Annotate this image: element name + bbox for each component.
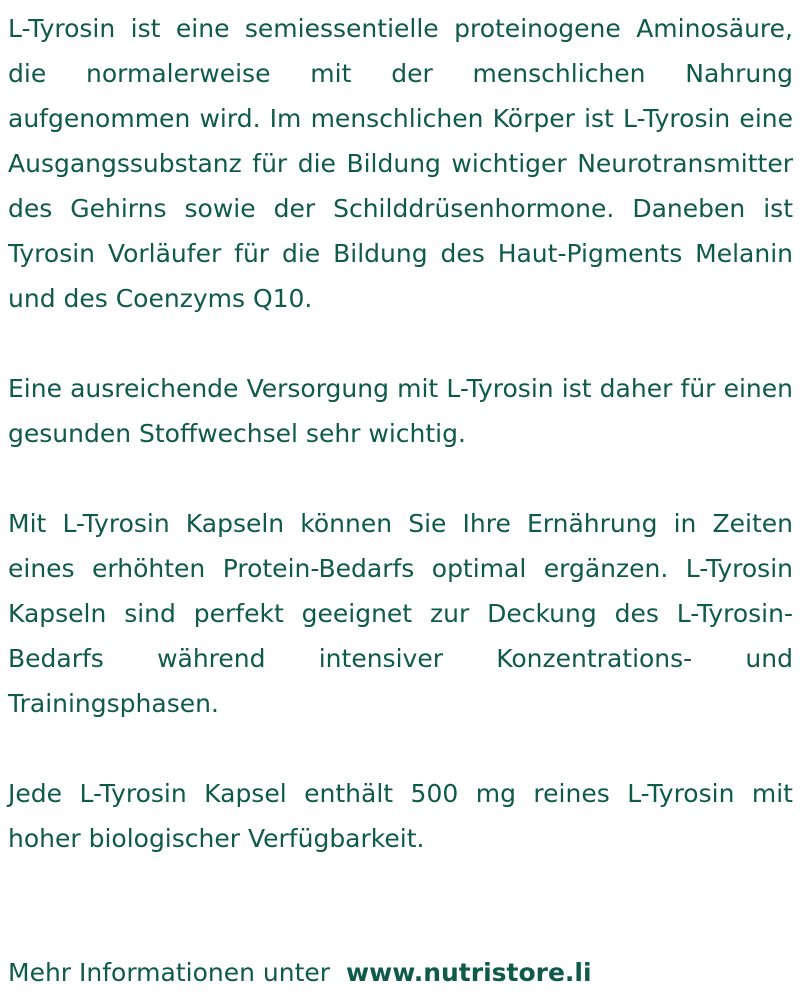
paragraph-intro: L-Tyrosin ist eine semiessentielle proteinogene Aminosäure, die normalerweise mit der menschlichen Nahrung aufgenommen wird. Im menschlichen Körper ist L-Tyrosin eine Ausgangssubstanz für die Bildung wichtiger Neurotransmitter des Gehirns sowie der Schilddrüsenhormone. Daneben ist Tyrosin Vorläufer für die Bildung des Haut-Pigments Melanin und des Coenzyms Q10. xyxy=(8,14,793,313)
more-info-label: Mehr Informationen unter xyxy=(8,958,331,987)
paragraph-capsules: Mit L-Tyrosin Kapseln können Sie Ihre Ernährung in Zeiten eines erhöhten Protein-Bedarfs optimal ergänzen. L-Tyrosin Kapseln sind perfekt geeignet zur Deckung des L-Tyrosin-Bedarfs während intensiver Konzentrations- und Trainingsphasen. xyxy=(8,509,793,718)
paragraph-dosage: Jede L-Tyrosin Kapsel enthält 500 mg reines L-Tyrosin mit hoher biologischer Verfügbarkeit. xyxy=(8,779,793,853)
paragraph-supply: Eine ausreichende Versorgung mit L-Tyrosin ist daher für einen gesunden Stoffwechsel sehr wichtig. xyxy=(8,374,793,448)
product-description xyxy=(8,6,793,861)
more-info-line xyxy=(8,950,793,995)
nutristore-link[interactable]: www.nutristore.li xyxy=(346,958,592,987)
